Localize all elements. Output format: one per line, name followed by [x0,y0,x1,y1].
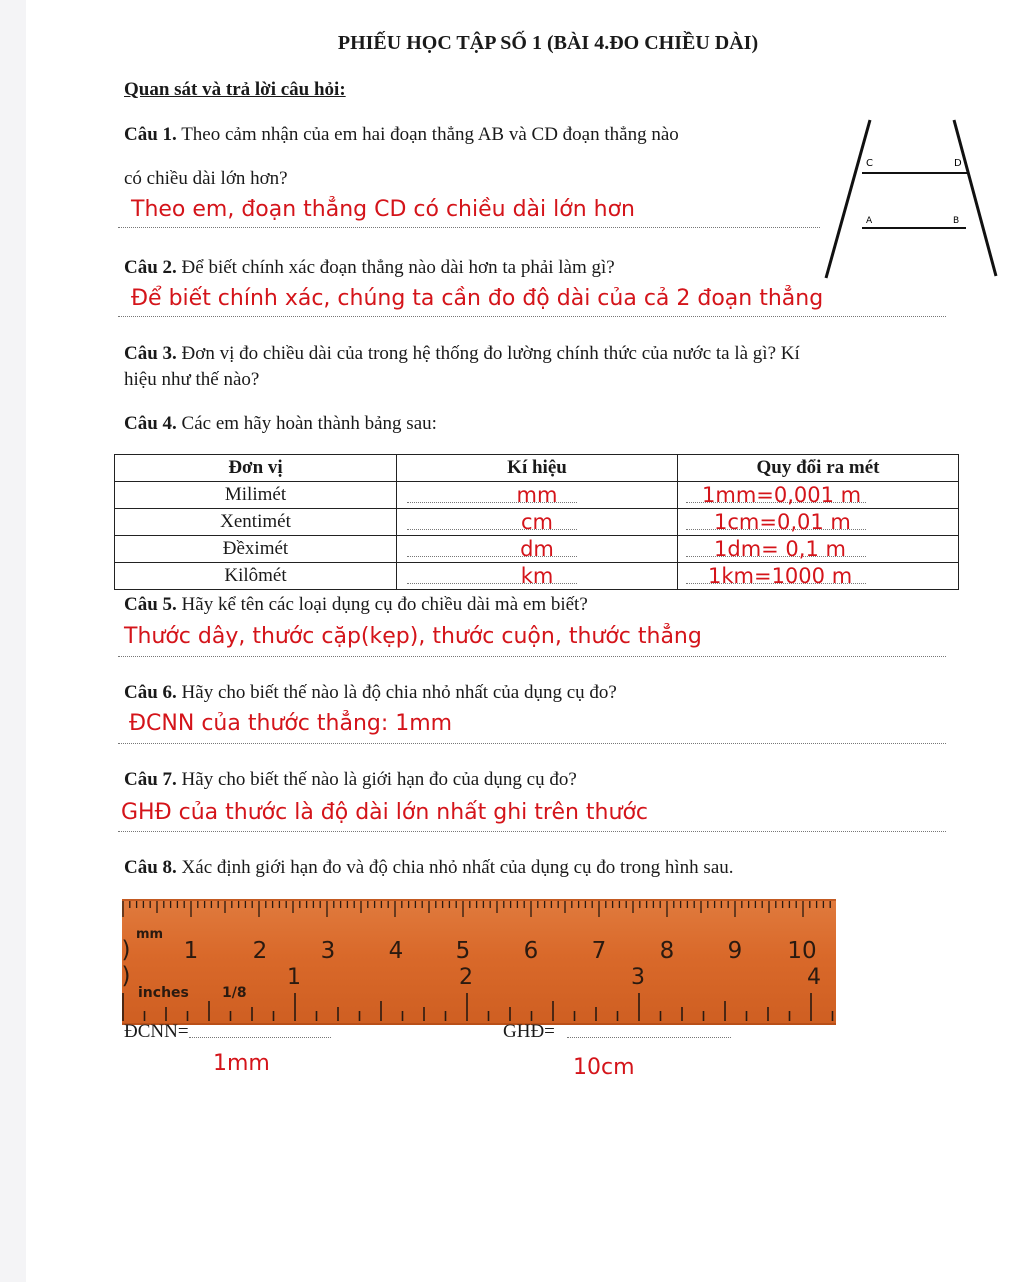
ruler-cm-number: 4 [388,938,404,964]
convert-answer: 1cm=0,01 m [714,510,851,534]
ruler-edge-mark: ) [121,963,131,989]
question-5-label: Câu 5. [124,594,177,615]
ghd-answer: 10cm [573,1055,635,1080]
dcnn-label: ĐCNN= [124,1021,189,1042]
answer-6-line [118,743,946,744]
ruler-inch-number: 2 [459,965,473,990]
question-1-text-continued: có chiều dài lớn hơn? [124,168,288,189]
ghd-dots [567,1037,731,1038]
table-row [115,482,959,509]
question-8-label: Câu 8. [124,857,177,878]
question-3-text-continued: hiệu như thế nào? [124,369,260,390]
ruler-cm-number: 6 [523,938,539,964]
answer-1-line [118,227,820,228]
convert-cell [678,563,959,590]
question-6-text: Hãy cho biết thế nào là độ chia nhỏ nhất của dụng cụ đo? [176,682,617,703]
convert-cell [678,482,959,509]
question-5 [124,594,588,616]
dcnn-answer: 1mm [213,1051,270,1076]
question-1 [124,124,679,146]
convert-answer: 1mm=0,001 m [702,483,862,507]
ruler-cm-number: 8 [659,938,675,964]
ruler-fraction-label: 1/8 [222,985,247,1001]
answer-5: Thước dây, thước cặp(kẹp), thước cuộn, thước thẳng [124,624,702,649]
answer-2: Để biết chính xác, chúng ta cần đo độ dài của cả 2 đoạn thẳng [131,286,824,311]
label-a: A [866,216,873,226]
symbol-cell [397,482,678,509]
ruler-inch-number: 3 [631,965,645,990]
convert-answer: 1dm= 0,1 m [714,537,846,561]
symbol-cell [397,563,678,590]
question-8-text: Xác định giới hạn đo và độ chia nhỏ nhất của dụng cụ đo trong hình sau. [176,857,734,878]
question-3 [124,343,800,365]
ruler-cm-number: 7 [591,938,607,964]
question-4 [124,413,437,435]
ruler-inch-number: 4 [807,965,821,990]
table-row [115,563,959,590]
answer-2-line [118,316,946,317]
question-7 [124,769,577,791]
question-8 [124,857,734,879]
worksheet-title: PHIẾU HỌC TẬP SỐ 1 (BÀI 4.ĐO CHIỀU DÀI) [337,32,759,54]
answer-5-line [118,656,946,657]
instructions-heading: Quan sát và trả lời câu hỏi: [124,79,346,100]
question-1-label: Câu 1. [124,124,177,145]
question-7-label: Câu 7. [124,769,177,790]
convert-cell [678,509,959,536]
question-7-text: Hãy cho biết thế nào là giới hạn đo của dụng cụ đo? [176,769,577,790]
right-arrow-line [954,120,996,276]
answer-1: Theo em, đoạn thẳng CD có chiều dài lớn hơn [131,197,635,222]
question-5-text: Hãy kể tên các loại dụng cụ đo chiều dài mà em biết? [176,594,588,615]
convert-cell [678,536,959,563]
symbol-answer: km [520,564,554,588]
question-1-text: Theo cảm nhận của em hai đoạn thẳng AB và CD đoạn thẳng nào [176,124,679,145]
units-table [114,454,959,590]
answer-7-line [118,831,946,832]
header-convert: Quy đổi ra mét [678,455,959,482]
symbol-answer: mm [516,483,558,507]
unit-cell: Xentimét [115,509,397,536]
question-3-label: Câu 3. [124,343,177,364]
label-b: B [953,216,960,226]
question-2-text: Để biết chính xác đoạn thẳng nào dài hơn ta phải làm gì? [176,257,615,278]
question-4-label: Câu 4. [124,413,177,434]
symbol-answer: dm [520,537,554,561]
segments-figure [820,110,1024,285]
answer-7: GHĐ của thước là độ dài lớn nhất ghi trên thước [121,800,649,825]
label-d: D [954,158,962,169]
ruler-edge-mark: ) [121,937,131,963]
header-symbol: Kí hiệu [397,455,678,482]
header-unit: Đơn vị [115,455,397,482]
table-row [115,536,959,563]
question-4-text: Các em hãy hoàn thành bảng sau: [176,413,437,434]
convert-answer: 1km=1000 m [708,564,853,588]
question-6-label: Câu 6. [124,682,177,703]
ghd-label: GHĐ= [503,1021,555,1042]
answer-6: ĐCNN của thước thẳng: 1mm [129,711,453,736]
question-3-text: Đơn vị đo chiều dài của trong hệ thống đo lường chính thức của nước ta là gì? Kí [176,343,800,364]
unit-cell: Milimét [115,482,397,509]
table-header-row [115,455,959,482]
ruler-cm-number: 1 [183,938,199,964]
ruler-mm-label: mm [136,927,164,942]
question-2 [124,257,615,279]
symbol-cell [397,536,678,563]
ruler-inches-label: inches [138,985,189,1001]
ruler-cm-number: 5 [455,938,471,964]
question-6 [124,682,617,704]
table-row [115,509,959,536]
dcnn-dots [189,1037,331,1038]
unit-cell: Kilômét [115,563,397,590]
ruler-cm-number: 10 [787,938,817,964]
left-arrow-line [826,120,870,278]
unit-cell: Đềximét [115,536,397,563]
ruler-image [122,899,836,1025]
ruler-inch-number: 1 [287,965,301,990]
label-c: C [866,158,873,169]
ruler-cm-number: 2 [252,938,268,964]
ruler-cm-number: 3 [320,938,336,964]
symbol-cell [397,509,678,536]
symbol-answer: cm [520,510,553,534]
ruler-cm-number: 9 [727,938,743,964]
question-2-label: Câu 2. [124,257,177,278]
